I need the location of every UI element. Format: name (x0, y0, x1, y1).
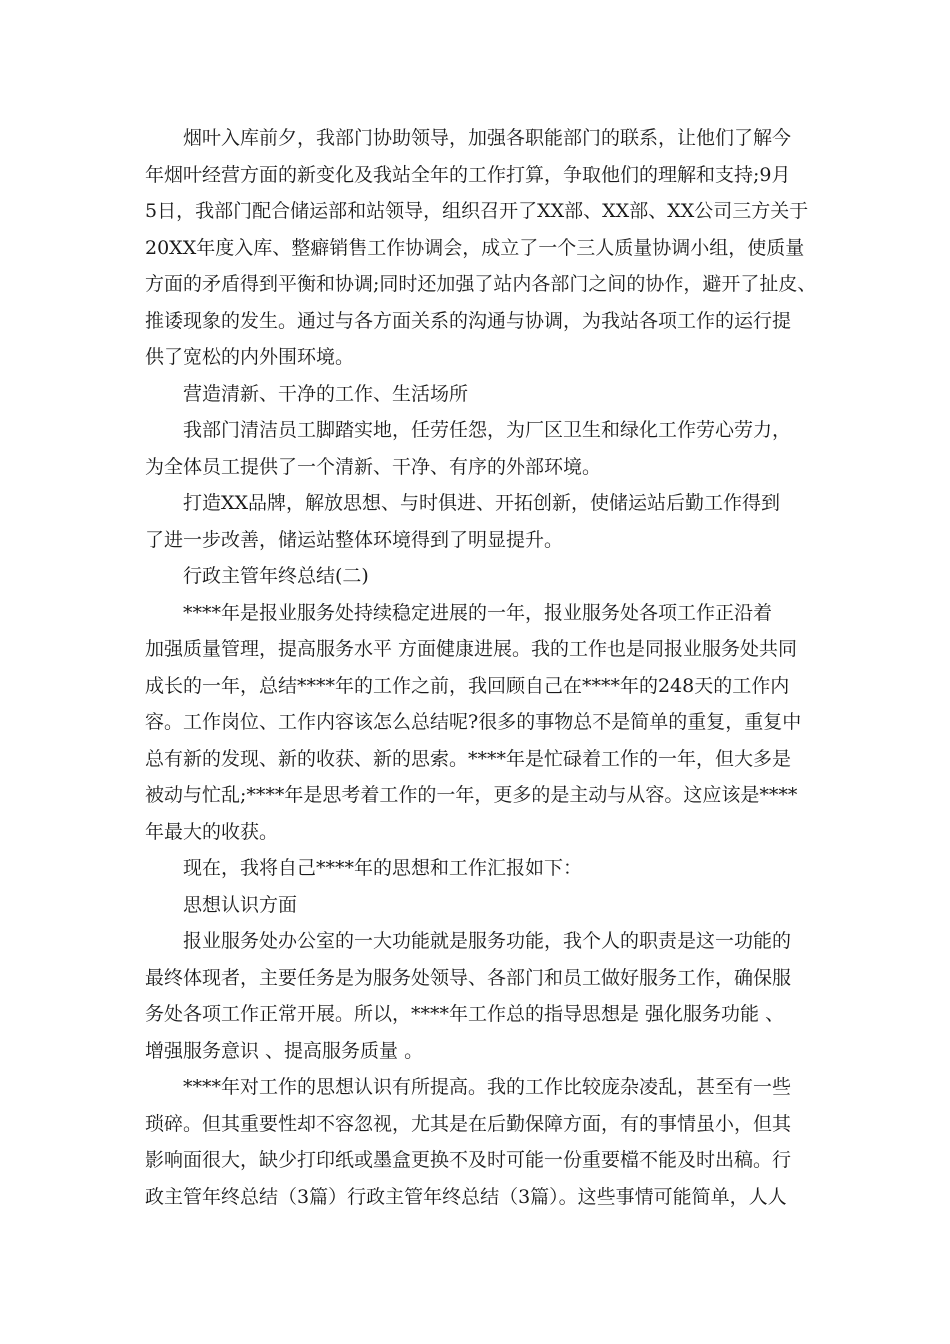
paragraph (145, 923, 815, 1069)
text-line: 了进一步改善，储运站整体环境得到了明显提升。 (145, 528, 564, 551)
text-line: 为全体员工提供了一个清新、干净、有序的外部环境。 (145, 455, 602, 478)
text-line: 我部门清洁员工脚踏实地，任劳任怨，为厂区卫生和绿化工作劳心劳力， (183, 419, 792, 441)
text-line: 报业服务处办公室的一大功能就是服务功能，我个人的职责是这一功能的 (183, 930, 792, 952)
paragraph (145, 412, 815, 485)
paragraph (145, 595, 815, 851)
text-line: 琐碎。但其重要性却不容忽视，尤其是在后勤保障方面，有的事情虽小，但其 (145, 1112, 792, 1135)
text-line: 方面的矛盾得到平衡和协调;同时还加强了站内各部门之间的协作，避开了扯皮、 (145, 273, 817, 295)
text-line: ****年对工作的思想认识有所提高。我的工作比较庞杂凌乱，甚至有一些 (183, 1076, 792, 1098)
text-line: 思想认识方面 (183, 893, 298, 916)
text-line: 推诿现象的发生。通过与各方面关系的沟通与协调，为我站各项工作的运行提 (145, 309, 792, 332)
text-line: 供了宽松的内外围环境。 (145, 346, 355, 368)
text-line: 加强质量管理，提高服务水平 方面健康进展。我的工作也是同报业服务处共同 (145, 638, 798, 660)
text-line: 最终体现者，主要任务是为服务处领导、各部门和员工做好服务工作，确保服 (145, 966, 792, 989)
text-line: 务处各项工作正常开展。所以，****年工作总的指导思想是 强化服务功能 、 (145, 1003, 785, 1025)
text-line: 总有新的发现、新的收获、新的思索。****年是忙碌着工作的一年，但大多是 (145, 747, 792, 770)
section-heading (145, 558, 815, 595)
text-line: 20XX年度入库、整癖销售工作协调会，成立了一个三人质量协调小组，使质量 (145, 236, 805, 259)
text-line: 年烟叶经营方面的新变化及我站全年的工作打算，争取他们的理解和支持;9月 (145, 163, 791, 186)
text-line: 行政主管年终总结(二) (183, 565, 369, 587)
section-heading (145, 850, 815, 887)
text-line: 成长的一年，总结****年的工作之前，我回顾自己在****年的248天的工作内 (145, 674, 790, 697)
text-line: 容。工作岗位、工作内容该怎么总结呢?很多的事物总不是简单的重复，重复中 (145, 711, 802, 733)
text-line: 影响面很大，缺少打印纸或墨盒更换不及时可能一份重要檔不能及时出稿。行 (145, 1149, 792, 1171)
text-line: 现在，我将自己****年的思想和工作汇报如下： (183, 857, 583, 879)
text-line: 营造清新、干净的工作、生活场所 (183, 382, 469, 405)
paragraph (145, 120, 815, 376)
document-body (145, 120, 815, 1215)
text-line: 打造XX品牌，解放思想、与时俱进、开拓创新，使储运站后勤工作得到 (183, 492, 781, 514)
text-line: 政主管年终总结（3篇）行政主管年终总结（3篇）。这些事情可能简单，人人 (145, 1185, 787, 1208)
paragraph (145, 1069, 815, 1215)
text-line: 烟叶入库前夕，我部门协助领导，加强各职能部门的联系，让他们了解今 (183, 127, 792, 149)
text-line: 5日，我部门配合储运部和站领导，组织召开了XX部、XX部、XX公司三方关于 (145, 200, 809, 222)
text-line: 增强服务意识 、提高服务质量 。 (145, 1039, 424, 1062)
text-line: 年最大的收获。 (145, 820, 279, 843)
text-line: ****年是报业服务处持续稳定进展的一年，报业服务处各项工作正沿着 (183, 601, 773, 624)
section-heading (145, 376, 815, 413)
text-line: 被动与忙乱;****年是思考着工作的一年，更多的是主动与从容。这应该是**** (145, 784, 798, 806)
paragraph (145, 485, 815, 558)
section-heading (145, 887, 815, 924)
